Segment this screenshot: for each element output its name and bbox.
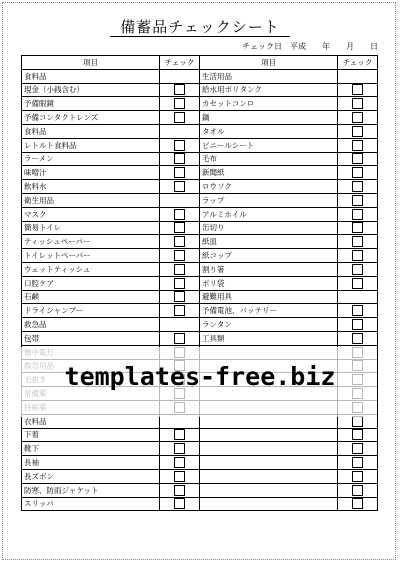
check-cell — [338, 442, 378, 456]
checkbox[interactable] — [174, 498, 185, 509]
checkbox[interactable] — [352, 222, 363, 233]
checklist-row — [22, 290, 200, 304]
check-cell — [160, 442, 200, 456]
checkbox[interactable] — [174, 457, 185, 468]
checklist-row — [200, 497, 378, 511]
checklist-left-table — [21, 55, 200, 511]
check-cell — [160, 304, 200, 318]
category-row — [200, 290, 378, 304]
checkbox[interactable] — [352, 153, 363, 164]
item-label: 下着 — [22, 428, 160, 442]
check-cell — [338, 249, 378, 263]
category-row — [22, 318, 200, 332]
item-label: ラーメン — [22, 152, 160, 166]
checklist-row — [200, 483, 378, 497]
check-cell — [160, 166, 200, 180]
checkbox[interactable] — [352, 112, 363, 123]
checklist-row — [200, 304, 378, 318]
item-label: 割り箸 — [200, 262, 338, 276]
checklist-right-table — [199, 55, 378, 511]
category-label: 衛生用品 — [22, 193, 160, 207]
checklist-row — [200, 249, 378, 263]
check-cell — [160, 497, 200, 511]
check-cell — [160, 207, 200, 221]
item-label: 靴下 — [22, 442, 160, 456]
item-label — [200, 428, 338, 442]
check-cell — [160, 331, 200, 345]
checklist-row — [22, 304, 200, 318]
check-cell — [338, 138, 378, 152]
item-label — [200, 456, 338, 470]
check-cell — [160, 138, 200, 152]
check-cell — [338, 262, 378, 276]
check-cell — [338, 304, 378, 318]
check-cell — [160, 69, 200, 83]
checklist-row — [22, 497, 200, 511]
check-cell — [338, 456, 378, 470]
check-cell — [338, 180, 378, 194]
checkbox[interactable] — [174, 167, 185, 178]
checklist-row — [200, 124, 378, 138]
checkbox[interactable] — [174, 153, 185, 164]
item-label: レトルト食料品 — [22, 138, 160, 152]
checkbox[interactable] — [174, 209, 185, 220]
checklist-row — [22, 262, 200, 276]
item-label: ウェットティッシュ — [22, 262, 160, 276]
check-cell — [338, 469, 378, 483]
item-label: 長ズボン — [22, 469, 160, 483]
checklist-row — [22, 111, 200, 125]
checklist-row — [200, 331, 378, 345]
title-text: 備蓄品チェックシート — [110, 18, 290, 37]
checkbox[interactable] — [174, 264, 185, 275]
item-label: 紙コップ — [200, 249, 338, 263]
category-label: 食料品 — [22, 69, 160, 83]
checklist-row — [22, 152, 200, 166]
category-label: 生活用品 — [200, 69, 338, 83]
checklist-row — [22, 138, 200, 152]
check-cell — [160, 83, 200, 97]
check-cell — [338, 497, 378, 511]
checkbox[interactable] — [352, 485, 363, 496]
header-item: 項目 — [200, 56, 338, 70]
checkbox[interactable] — [352, 140, 363, 151]
check-cell — [338, 193, 378, 207]
checklist-row — [22, 276, 200, 290]
checklist-row — [22, 166, 200, 180]
check-cell — [338, 83, 378, 97]
checkbox[interactable] — [174, 98, 185, 109]
checkbox[interactable] — [352, 416, 363, 427]
item-label: 長袖 — [22, 456, 160, 470]
checklist-row — [22, 97, 200, 111]
checkbox[interactable] — [174, 443, 185, 454]
item-label: 紙皿 — [200, 235, 338, 249]
check-cell — [160, 469, 200, 483]
checklist-row — [200, 456, 378, 470]
checkbox[interactable] — [352, 429, 363, 440]
checkbox[interactable] — [174, 140, 185, 151]
page-title — [0, 16, 400, 37]
category-row — [200, 69, 378, 83]
checkbox[interactable] — [174, 291, 185, 302]
checklist-row — [22, 235, 200, 249]
check-cell — [338, 152, 378, 166]
check-cell — [160, 249, 200, 263]
check-cell — [160, 97, 200, 111]
checklist-row — [22, 331, 200, 345]
checklist-row — [200, 83, 378, 97]
checkbox[interactable] — [352, 250, 363, 261]
item-label: 予備眼鏡 — [22, 97, 160, 111]
item-label: タオル — [200, 124, 338, 138]
checkbox[interactable] — [174, 278, 185, 289]
checkbox[interactable] — [352, 319, 363, 330]
item-label — [200, 497, 338, 511]
checkbox[interactable] — [174, 429, 185, 440]
checkbox[interactable] — [352, 443, 363, 454]
check-cell — [160, 193, 200, 207]
item-label: 簡易トイレ — [22, 221, 160, 235]
check-cell — [338, 111, 378, 125]
checklist-row — [22, 180, 200, 194]
item-label: 飲料水 — [22, 180, 160, 194]
checkbox[interactable] — [174, 181, 185, 192]
item-label: 給水用ポリタンク — [200, 83, 338, 97]
check-cell — [160, 262, 200, 276]
item-label: 新聞紙 — [200, 166, 338, 180]
check-cell — [160, 318, 200, 332]
check-cell — [338, 428, 378, 442]
item-label: カセットコンロ — [200, 97, 338, 111]
check-cell — [160, 152, 200, 166]
item-label — [200, 442, 338, 456]
item-label: 工具類 — [200, 331, 338, 345]
item-label: 現金（小銭含む） — [22, 83, 160, 97]
check-cell — [338, 290, 378, 304]
category-label: 避難用具 — [200, 290, 338, 304]
item-label: 口腔ケア — [22, 276, 160, 290]
checkbox[interactable] — [352, 498, 363, 509]
check-cell — [338, 318, 378, 332]
check-cell — [160, 221, 200, 235]
item-label: 予備コンタクトレンズ — [22, 111, 160, 125]
item-label — [200, 483, 338, 497]
checkbox[interactable] — [352, 333, 363, 344]
check-date-line: チェック日 平成 年 月 日 — [242, 42, 378, 51]
item-label: スリッパ — [22, 497, 160, 511]
item-label: ロウソク — [200, 180, 338, 194]
checkbox[interactable] — [352, 236, 363, 247]
category-row — [22, 124, 200, 138]
item-label — [200, 469, 338, 483]
checklist-row — [22, 469, 200, 483]
category-row — [22, 193, 200, 207]
checkbox[interactable] — [174, 236, 185, 247]
checkbox[interactable] — [174, 222, 185, 233]
item-label: ラップ — [200, 193, 338, 207]
checklist-row — [200, 180, 378, 194]
check-cell — [160, 276, 200, 290]
checkbox[interactable] — [352, 98, 363, 109]
checklist-row — [22, 83, 200, 97]
item-label: トイレットペーパー — [22, 249, 160, 263]
checklist-row — [22, 428, 200, 442]
checkbox[interactable] — [352, 126, 363, 137]
checkbox[interactable] — [174, 471, 185, 482]
checkbox[interactable] — [174, 333, 185, 344]
item-label: ドライシャンプー — [22, 304, 160, 318]
check-cell — [160, 428, 200, 442]
item-label: 缶切り — [200, 221, 338, 235]
checklist-row — [22, 456, 200, 470]
category-row — [22, 69, 200, 83]
check-cell — [160, 124, 200, 138]
item-label: ビニールシート — [200, 138, 338, 152]
header-check: チェック — [338, 56, 378, 70]
checkbox[interactable] — [352, 278, 363, 289]
checklist-row — [200, 221, 378, 235]
checklist-row — [200, 166, 378, 180]
item-label: 味噌汁 — [22, 166, 160, 180]
checklist-row — [200, 193, 378, 207]
checklist-row — [200, 207, 378, 221]
checkbox[interactable] — [174, 84, 185, 95]
check-cell — [338, 276, 378, 290]
checkbox[interactable] — [352, 167, 363, 178]
check-cell — [338, 207, 378, 221]
check-cell — [160, 111, 200, 125]
item-label: 包帯 — [22, 331, 160, 345]
check-cell — [338, 483, 378, 497]
checklist-row — [200, 262, 378, 276]
check-cell — [160, 180, 200, 194]
checklist-row — [22, 483, 200, 497]
checklist-row — [200, 318, 378, 332]
category-label: 救急品 — [22, 318, 160, 332]
checklist-row — [200, 442, 378, 456]
checklist-row — [22, 221, 200, 235]
check-cell — [338, 124, 378, 138]
check-cell — [338, 235, 378, 249]
check-cell — [338, 166, 378, 180]
checklist-row — [200, 235, 378, 249]
checklist-row — [200, 138, 378, 152]
checklist-row — [200, 276, 378, 290]
item-label: 予備電池、バッテリー — [200, 304, 338, 318]
checklist-row — [22, 442, 200, 456]
checklist-row — [22, 207, 200, 221]
checkbox[interactable] — [352, 471, 363, 482]
item-label: ティッシュペーパー — [22, 235, 160, 249]
checklist-row — [200, 97, 378, 111]
item-label: 防寒、防雨ジャケット — [22, 483, 160, 497]
watermark-text: templates-free.biz — [64, 362, 336, 391]
check-cell — [160, 483, 200, 497]
check-cell — [160, 235, 200, 249]
checkbox[interactable] — [174, 250, 185, 261]
checkbox[interactable] — [174, 305, 185, 316]
checkbox[interactable] — [352, 264, 363, 275]
category-label: 衣料品 — [22, 414, 160, 428]
item-label: 毛布 — [200, 152, 338, 166]
checkbox[interactable] — [352, 305, 363, 316]
item-label: アルミホイル — [200, 207, 338, 221]
checklist-row — [22, 249, 200, 263]
item-label: マスク — [22, 207, 160, 221]
checklist-row — [200, 428, 378, 442]
checkbox[interactable] — [174, 112, 185, 123]
check-cell — [338, 221, 378, 235]
checkbox[interactable] — [352, 195, 363, 206]
checklist-row — [200, 469, 378, 483]
item-label: ランタン — [200, 318, 338, 332]
checkbox[interactable] — [352, 457, 363, 468]
checkbox[interactable] — [352, 84, 363, 95]
checklist-row — [200, 152, 378, 166]
check-cell — [160, 456, 200, 470]
checkbox[interactable] — [352, 181, 363, 192]
checklist-row — [200, 111, 378, 125]
item-label: 鍋 — [200, 111, 338, 125]
check-cell — [338, 331, 378, 345]
item-label: ポリ袋 — [200, 276, 338, 290]
checkbox[interactable] — [352, 209, 363, 220]
category-label: 食料品 — [22, 124, 160, 138]
check-cell — [160, 290, 200, 304]
checkbox[interactable] — [174, 485, 185, 496]
header-item: 項目 — [22, 56, 160, 70]
check-cell — [338, 69, 378, 83]
item-label: 石鹸 — [22, 290, 160, 304]
header-check: チェック — [160, 56, 200, 70]
check-cell — [338, 97, 378, 111]
